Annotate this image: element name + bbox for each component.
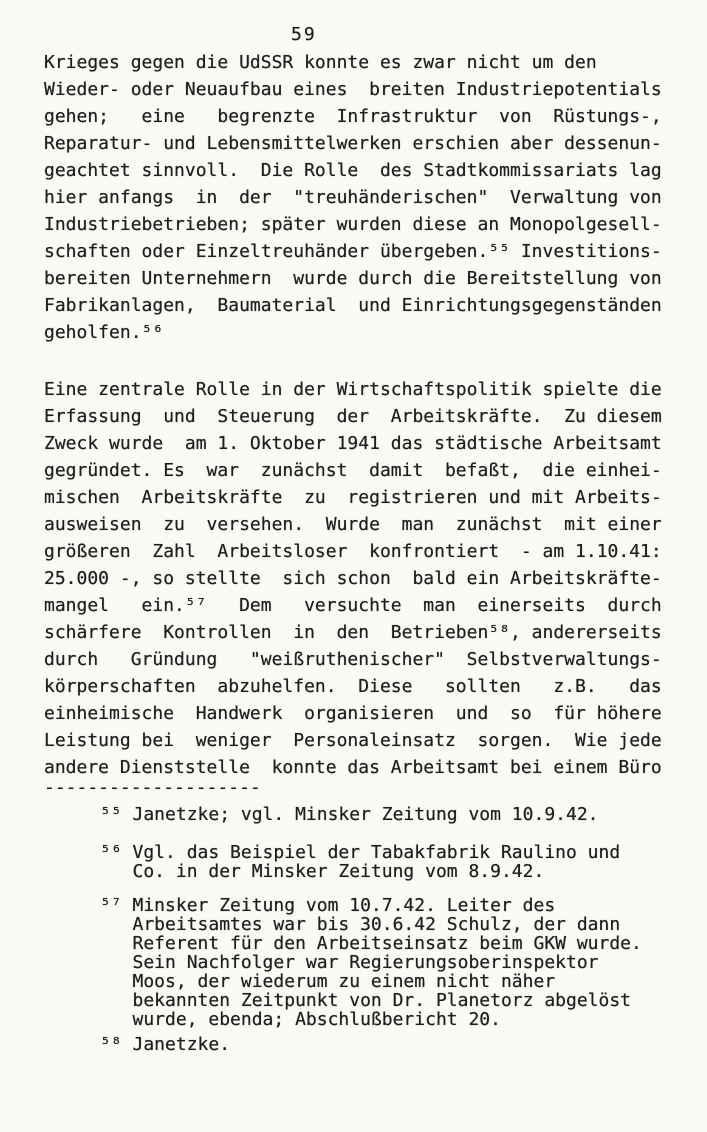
text-line: Zweck wurde am 1. Oktober 1941 das städtische Arbeitsamt: [44, 433, 662, 454]
footnote-55: [100, 805, 599, 824]
text-line: Leistung bei weniger Personaleinsatz sorgen. Wie jede: [44, 730, 662, 751]
text-line: bereiten Unternehmern wurde durch die Bereitstellung von: [44, 268, 662, 289]
text-line: geholfen.⁵⁶: [44, 322, 164, 343]
text-line: einheimische Handwerk organisieren und so für höhere: [44, 703, 662, 724]
text-line: schärfere Kontrollen in den Betrieben⁵⁸, andererseits: [44, 622, 662, 643]
text-line: Industriebetrieben; später wurden diese an Monopolgesell-: [44, 214, 662, 235]
text-line: 25.000 -, so stellte sich schon bald ein Arbeitskräfte-: [44, 568, 662, 589]
text-line: mischen Arbeitskräfte zu registrieren und mit Arbeits-: [44, 487, 662, 508]
text-line: durch Gründung "weißruthenischer" Selbstverwaltungs-: [44, 649, 662, 670]
footnote-line: Referent für den Arbeitseinsatz beim GKW wurde.: [100, 933, 642, 954]
text-line: Fabrikanlagen, Baumaterial und Einrichtungsgegenständen: [44, 295, 662, 316]
page-number: 59: [291, 24, 317, 45]
footnote-line: ⁵⁸ Janetzke.: [100, 1034, 231, 1055]
footnote-line: Sein Nachfolger war Regierungsoberinspektor: [100, 952, 599, 973]
footnote-line: ⁵⁶ Vgl. das Beispiel der Tabakfabrik Raulino und: [100, 842, 621, 863]
text-line: Reparatur- und Lebensmittelwerken erschien aber dessenun-: [44, 133, 662, 154]
text-line: hier anfangs in der "treuhänderischen" Verwaltung von: [44, 187, 662, 208]
footnote-58: [100, 1035, 230, 1054]
text-line: mangel ein.⁵⁷ Dem versuchte man einerseits durch: [44, 595, 662, 616]
text-line: Erfassung und Steuerung der Arbeitskräfte. Zu diesem: [44, 406, 662, 427]
text-line: gegründet. Es war zunächst damit befaßt, die einhei-: [44, 460, 662, 481]
text-line: gehen; eine begrenzte Infrastruktur von Rüstungs-,: [44, 106, 662, 127]
body-paragraph-1: [44, 49, 662, 346]
footnote-56: [100, 843, 620, 881]
footnote-separator: --------------------: [44, 777, 261, 798]
footnote-57: [100, 896, 642, 1029]
body-paragraph-2: [44, 376, 662, 781]
text-line: schaften oder Einzeltreuhänder übergeben.⁵⁵ Investitions-: [44, 241, 662, 262]
footnote-line: Moos, der wiederum zu einem nicht näher: [100, 971, 556, 992]
footnote-line: bekannten Zeitpunkt von Dr. Planetorz abgelöst: [100, 990, 632, 1011]
text-line: andere Dienststelle konnte das Arbeitsamt bei einem Büro: [44, 757, 662, 778]
footnote-line: wurde, ebenda; Abschlußbericht 20.: [100, 1009, 501, 1030]
text-line: Krieges gegen die UdSSR konnte es zwar nicht um den: [44, 52, 597, 73]
footnote-line: ⁵⁷ Minsker Zeitung vom 10.7.42. Leiter des: [100, 895, 556, 916]
text-line: größeren Zahl Arbeitsloser konfrontiert - am 1.10.41:: [44, 541, 662, 562]
text-line: Eine zentrale Rolle in der Wirtschaftspolitik spielte die: [44, 379, 662, 400]
footnote-line: Arbeitsamtes war bis 30.6.42 Schulz, der dann: [100, 914, 621, 935]
footnote-line: ⁵⁵ Janetzke; vgl. Minsker Zeitung vom 10.9.42.: [100, 804, 599, 825]
text-line: geachtet sinnvoll. Die Rolle des Stadtkommissariats lag: [44, 160, 662, 181]
footnote-line: Co. in der Minsker Zeitung vom 8.9.42.: [100, 861, 545, 882]
text-line: Wieder- oder Neuaufbau eines breiten Industriepotentials: [44, 79, 662, 100]
text-line: ausweisen zu versehen. Wurde man zunächst mit einer: [44, 514, 662, 535]
text-line: körperschaften abzuhelfen. Diese sollten z.B. das: [44, 676, 662, 697]
